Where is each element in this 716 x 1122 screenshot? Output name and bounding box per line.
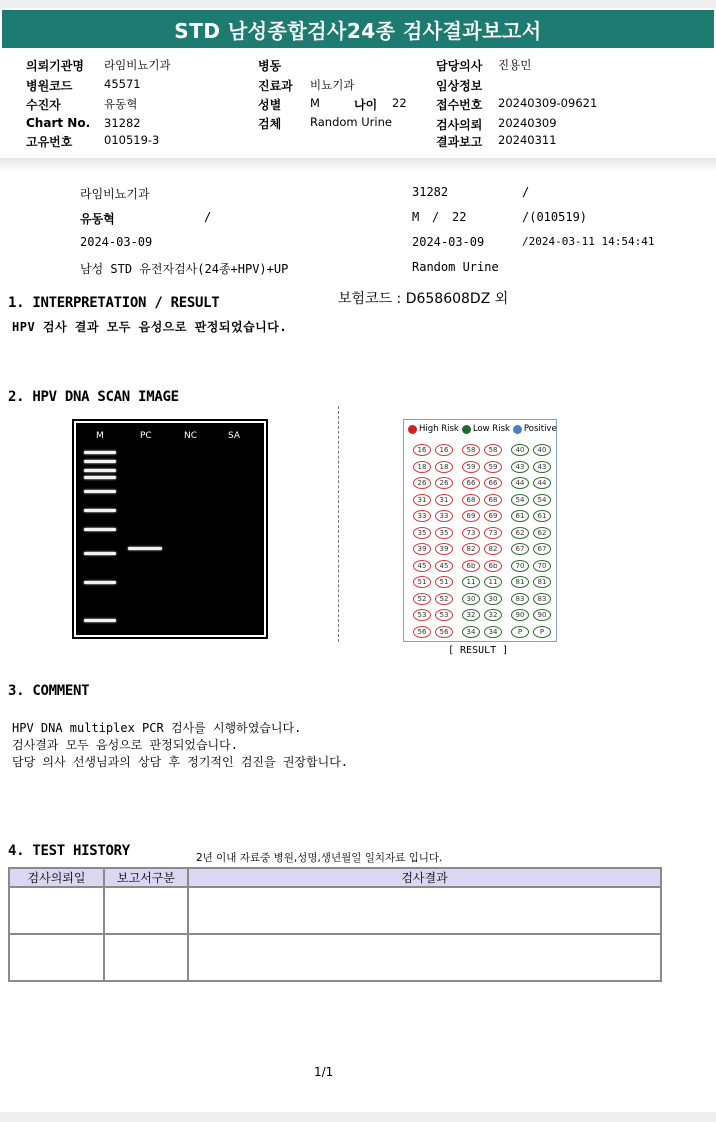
hpv-result-panel: [403, 419, 557, 642]
hr2-marker-pill: 73: [462, 527, 480, 539]
clinical-info-label: 임상정보: [436, 79, 483, 93]
result-caption: [ RESULT ]: [448, 645, 509, 656]
hr-sample-pill: 35: [435, 527, 453, 539]
hr2-marker-pill: 68: [462, 494, 480, 506]
gel-ladder-band: [84, 460, 116, 463]
gel-lane-label: NC: [184, 431, 198, 441]
hr-marker-pill: 56: [413, 626, 431, 638]
comment-line: 담당 의사 선생님과의 상담 후 정기적인 검진을 권장합니다.: [12, 755, 349, 769]
comment-line: 검사결과 모두 음성으로 판정되었습니다.: [12, 738, 238, 752]
history-note: 2년 이내 자료중 병원,성명,생년월일 일치자료 입니다.: [196, 852, 443, 864]
bottom-strip: [0, 1112, 716, 1122]
gel-electrophoresis-image: [74, 421, 266, 637]
hr2-marker-pill: 6b: [462, 560, 480, 572]
summary-slash: /: [204, 210, 212, 224]
hr2-sample-pill: 66: [484, 477, 502, 489]
gel-pc-band: [128, 547, 162, 550]
hr-marker-pill: 53: [413, 609, 431, 621]
lr-sample-pill: 62: [533, 527, 551, 539]
gel-ladder-band: [84, 451, 116, 454]
gel-lane-label: PC: [140, 431, 152, 441]
legend-label: Positive: [523, 424, 557, 434]
summary-sex: M: [412, 210, 420, 224]
hr2-sample-pill: 30: [484, 593, 502, 605]
insurance-code: 보험코드 : D658608DZ 외: [338, 291, 509, 307]
hr-sample-pill: 39: [435, 543, 453, 555]
patient-value: 유동혁: [104, 97, 138, 111]
unique-no-value: 010519-3: [104, 133, 160, 147]
request-date-label: 검사의뢰: [436, 118, 483, 132]
hr2-sample-pill: 73: [484, 527, 502, 539]
summary-specimen: Random Urine: [412, 260, 499, 274]
lr-marker-pill: 43: [511, 461, 529, 473]
hr2-marker-pill: 69: [462, 510, 480, 522]
section-hpv-scan-title: 2. HPV DNA SCAN IMAGE: [8, 389, 179, 405]
lr-sample-pill: 70: [533, 560, 551, 572]
summary-patient: 유동혁: [80, 212, 115, 226]
table-row: [9, 934, 661, 981]
comment-line: HPV DNA multiplex PCR 검사를 시행하였습니다.: [12, 721, 302, 735]
lr-marker-pill: 81: [511, 576, 529, 588]
specimen-value: Random Urine: [310, 115, 392, 129]
lr-marker-pill: 61: [511, 510, 529, 522]
history-header-result: 검사결과: [188, 868, 661, 887]
sex-label: 성별: [258, 98, 282, 112]
hr-sample-pill: 33: [435, 510, 453, 522]
lr-marker-pill: 90: [511, 609, 529, 621]
lr-sample-pill: 43: [533, 461, 551, 473]
gel-lane-label: M: [96, 431, 104, 441]
divider-dashed: [338, 406, 339, 642]
lr-sample-pill: 61: [533, 510, 551, 522]
hr2-sample-pill: 58: [484, 444, 502, 456]
section-interpretation-title: 1. INTERPRETATION / RESULT: [8, 295, 220, 311]
top-strip: [0, 0, 716, 8]
hr2-sample-pill: 68: [484, 494, 502, 506]
requester-label: 의뢰기관명: [26, 59, 84, 73]
legend-label: Low Risk: [472, 424, 510, 434]
chart-no-value: 31282: [104, 116, 141, 130]
chart-no-label: Chart No.: [26, 116, 91, 130]
age-value: 22: [392, 96, 407, 110]
hr2-sample-pill: 11: [484, 576, 502, 588]
hr-marker-pill: 35: [413, 527, 431, 539]
test-history-table: [8, 867, 662, 982]
hr-sample-pill: 16: [435, 444, 453, 456]
low-risk-dot-icon: [462, 425, 471, 434]
hospital-code-label: 병원코드: [26, 79, 73, 93]
report-date-label: 결과보고: [436, 135, 483, 149]
hr-marker-pill: 52: [413, 593, 431, 605]
hr-sample-pill: 51: [435, 576, 453, 588]
ward-label: 병동: [258, 59, 282, 73]
hr2-sample-pill: 82: [484, 543, 502, 555]
gel-ladder-band: [84, 490, 116, 493]
gel-ladder-band: [84, 469, 116, 472]
high-risk-dot-icon: [408, 425, 417, 434]
lr-marker-pill: 70: [511, 560, 529, 572]
age-label: 나이: [354, 98, 378, 112]
hr2-marker-pill: 30: [462, 593, 480, 605]
lr-sample-pill: P: [533, 626, 551, 638]
hr-marker-pill: 18: [413, 461, 431, 473]
summary-chart: 31282: [412, 185, 449, 199]
summary-slash: /: [432, 210, 440, 224]
hr2-marker-pill: 66: [462, 477, 480, 489]
table-row: [9, 887, 661, 934]
lr-sample-pill: 67: [533, 543, 551, 555]
dept-label: 진료과: [258, 79, 293, 93]
lr-sample-pill: 44: [533, 477, 551, 489]
summary-date: 2024-03-09: [80, 235, 153, 249]
interpretation-result: HPV 검사 결과 모두 음성으로 판정되었습니다.: [12, 320, 288, 334]
history-header-type: 보고서구분: [104, 868, 188, 887]
summary-test-name: 남성 STD 유전자검사(24종+HPV)+UP: [80, 262, 289, 276]
lr-marker-pill: 44: [511, 477, 529, 489]
specimen-label: 검체: [258, 117, 282, 131]
summary-date: 2024-03-09: [412, 235, 485, 249]
receipt-no-value: 20240309-09621: [498, 96, 598, 110]
hr-marker-pill: 31: [413, 494, 431, 506]
gel-ladder-band: [84, 619, 116, 622]
hr-sample-pill: 18: [435, 461, 453, 473]
hr-sample-pill: 52: [435, 593, 453, 605]
summary-slash: /: [522, 185, 530, 199]
summary-hospital: 라임비뇨기과: [80, 187, 150, 201]
sex-value: M: [310, 96, 320, 110]
section-history-title: 4. TEST HISTORY: [8, 843, 130, 859]
hr-marker-pill: 39: [413, 543, 431, 555]
hr2-marker-pill: 59: [462, 461, 480, 473]
requester-value: 라임비뇨기과: [104, 58, 171, 72]
lr-sample-pill: 90: [533, 609, 551, 621]
gel-lane-label: SA: [228, 431, 241, 441]
summary-datetime: /2024-03-11 14:54:41: [522, 235, 655, 248]
hr2-sample-pill: 69: [484, 510, 502, 522]
hr-sample-pill: 26: [435, 477, 453, 489]
hr-sample-pill: 56: [435, 626, 453, 638]
gel-ladder-band: [84, 476, 116, 479]
gel-ladder-band: [84, 509, 116, 512]
hr-sample-pill: 31: [435, 494, 453, 506]
lr-marker-pill: 40: [511, 444, 529, 456]
lr-marker-pill: 83: [511, 593, 529, 605]
hr2-marker-pill: 34: [462, 626, 480, 638]
hr-marker-pill: 16: [413, 444, 431, 456]
gel-ladder-band: [84, 581, 116, 584]
summary-id: /(010519): [522, 210, 588, 224]
hr-sample-pill: 53: [435, 609, 453, 621]
hr2-sample-pill: 59: [484, 461, 502, 473]
lr-sample-pill: 83: [533, 593, 551, 605]
history-header-date: 검사의뢰일: [9, 868, 104, 887]
result-legend: [408, 424, 560, 434]
hr2-marker-pill: 82: [462, 543, 480, 555]
page-number: 1/1: [314, 1065, 334, 1079]
lr-sample-pill: 54: [533, 494, 551, 506]
lr-marker-pill: 54: [511, 494, 529, 506]
doctor-value: 진용민: [498, 58, 532, 72]
lr-sample-pill: 40: [533, 444, 551, 456]
hr-sample-pill: 45: [435, 560, 453, 572]
unique-no-label: 고유번호: [26, 135, 73, 149]
request-date-value: 20240309: [498, 116, 557, 130]
report-title: STD 남성종합검사24종 검사결과보고서: [2, 10, 714, 48]
lr-marker-pill: P: [511, 626, 529, 638]
header-divider: [0, 158, 716, 172]
gel-ladder-band: [84, 552, 116, 555]
dept-value: 비뇨기과: [310, 78, 355, 92]
hospital-code-value: 45571: [104, 77, 141, 91]
hr2-marker-pill: 58: [462, 444, 480, 456]
positive-dot-icon: [513, 425, 522, 434]
doctor-label: 담당의사: [436, 59, 483, 73]
summary-age: 22: [452, 210, 467, 224]
lr-marker-pill: 62: [511, 527, 529, 539]
hr2-sample-pill: 6b: [484, 560, 502, 572]
hr-marker-pill: 51: [413, 576, 431, 588]
hr2-sample-pill: 34: [484, 626, 502, 638]
section-comment-title: 3. COMMENT: [8, 683, 90, 699]
gel-ladder-band: [84, 528, 116, 531]
patient-label: 수진자: [26, 98, 61, 112]
hr2-marker-pill: 11: [462, 576, 480, 588]
hr-marker-pill: 45: [413, 560, 431, 572]
hr-marker-pill: 33: [413, 510, 431, 522]
hr2-sample-pill: 32: [484, 609, 502, 621]
hr2-marker-pill: 32: [462, 609, 480, 621]
legend-label: High Risk: [419, 424, 459, 434]
lr-sample-pill: 81: [533, 576, 551, 588]
lr-marker-pill: 67: [511, 543, 529, 555]
receipt-no-label: 접수번호: [436, 98, 483, 112]
report-date-value: 20240311: [498, 133, 557, 147]
hr-marker-pill: 26: [413, 477, 431, 489]
